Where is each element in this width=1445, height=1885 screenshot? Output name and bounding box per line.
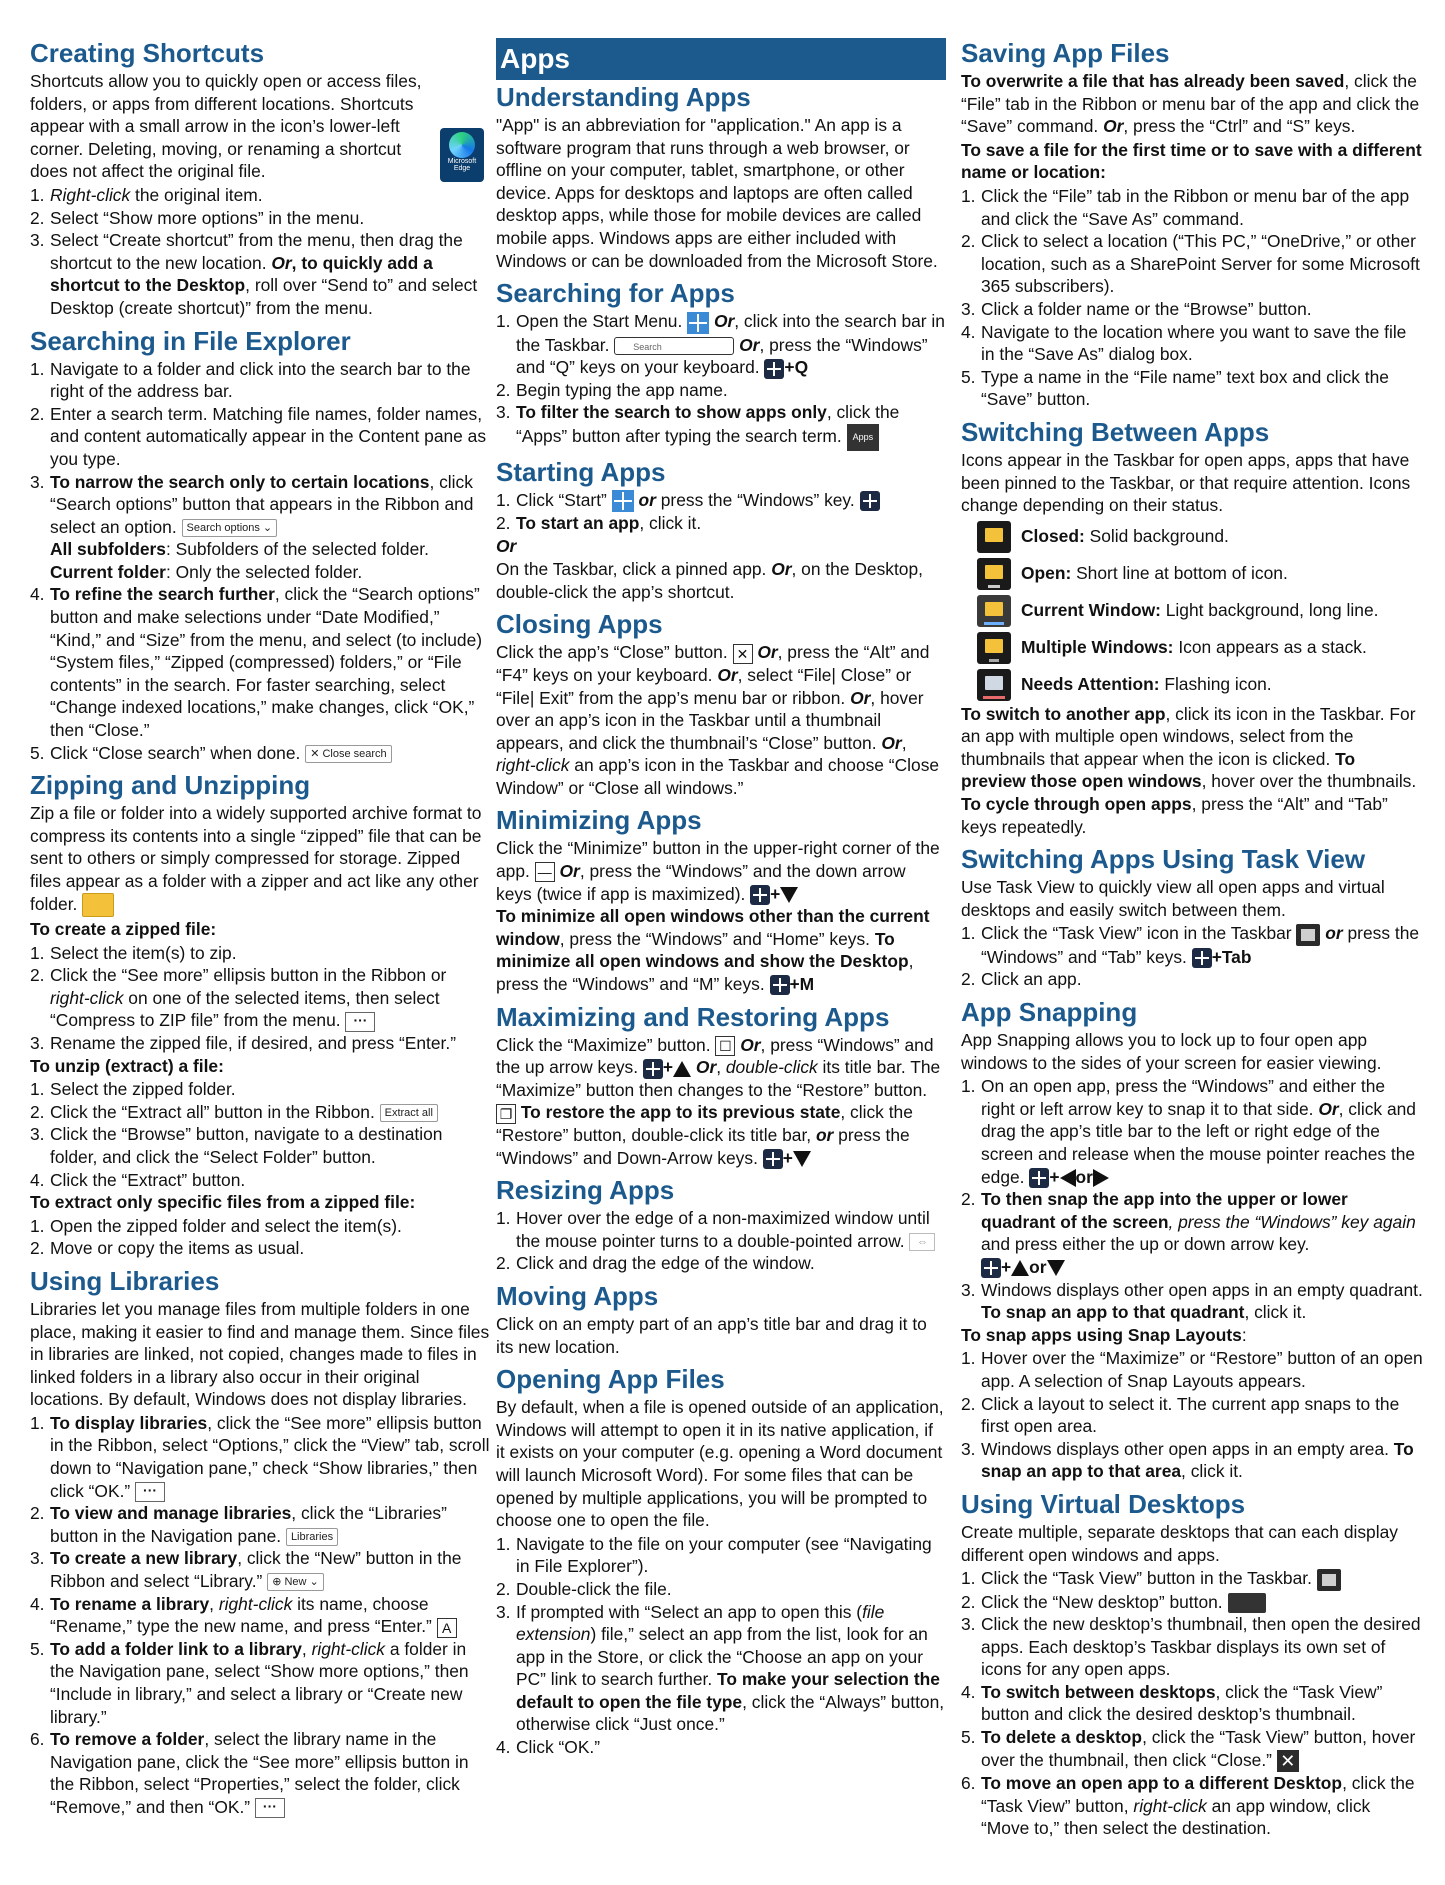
library-steps — [30, 1412, 490, 1819]
list-item: 2. To start an app, click it. — [496, 512, 702, 533]
maximize-icon: ☐ — [715, 1036, 735, 1056]
or-label: Or — [496, 535, 517, 556]
task-view-intro: Use Task View to quickly view all open apps and virtual desktops and easily switch between them. — [961, 877, 1385, 920]
apps-banner: Apps — [496, 38, 946, 80]
up-arrow-icon — [1011, 1260, 1029, 1276]
list-item: 3. Windows displays other open apps in an empty quadrant. To snap an app to that quadrant, click it. — [961, 1279, 1423, 1323]
libraries-intro: Libraries let you manage files from multiple folders in one place, making it easier to find and manage them. Since files in libraries are linked, not copied, changes made to files in linked folders in a library also occur in their original locations. By default, Windows does not display libraries. — [30, 1298, 490, 1410]
list-item: 4. To switch between desktops, click the “Task View” button and click the desired desktop’s thumbnail. — [961, 1681, 1383, 1725]
heading-libraries: Using Libraries — [30, 1265, 220, 1296]
list-item: 4. Click “OK.” — [496, 1737, 601, 1758]
section-app-snapping — [961, 997, 1423, 1483]
list-item: 1. Open the Start Menu. Or, click into the search bar in the Taskbar. Search Or, press the “Windows” and “Q” keys on your keyboard. +Q — [496, 311, 945, 378]
moving-apps-body: Click on an empty part of an app’s title bar and drag it to its new location. — [496, 1313, 927, 1357]
taskbar-search-icon: Search — [614, 337, 734, 355]
list-item: 6. To move an open app to a different Desktop, click the “Task View” button, right-click an app window, click “Move to,” then select the destination. — [961, 1773, 1415, 1839]
section-understanding-apps — [496, 82, 946, 272]
section-zipping — [30, 770, 490, 1260]
subheading: To create a zipped file: — [30, 919, 217, 939]
snap-steps — [961, 1075, 1423, 1324]
list-item: 3. To narrow the search only to certain locations, click “Search options” button that appears in the Ribbon and select an option. Search options ⌄ All subfolders: Subfolders of the selected folder. Current folder: Only the selected folder. — [30, 471, 474, 582]
libraries-button-icon: Libraries — [286, 1528, 338, 1546]
right-arrow-icon — [1093, 1169, 1109, 1187]
list-item: 1. Hover over the edge of a non-maximized window until the mouse pointer turns to a double-pointed arrow. ⇔ — [516, 1207, 946, 1252]
list-item: 2. To view and manage libraries, click the “Libraries” button in the Navigation pane. Libraries — [30, 1503, 447, 1546]
heading-switching-apps: Switching Between Apps — [961, 416, 1270, 447]
list-item: 1. Click the “File” tab in the Ribbon or menu bar of the app and click the “Save As” command. — [961, 185, 1410, 229]
list-item: 2. Click the “See more” ellipsis button in the Ribbon or right-click on one of the selected items, then select “Compress to ZIP file” from the menu. ··· — [30, 965, 447, 1031]
switching-apps-intro: Icons appear in the Taskbar for open apps, apps that have been pinned to the Taskbar, or that require attention. Icons change depending on their status. — [961, 449, 1411, 516]
list-item: 3. Click a folder name or the “Browse” button. — [961, 298, 1312, 319]
open-status-icon — [977, 558, 1011, 590]
section-searching-file-explorer — [30, 326, 490, 765]
subheading: To unzip (extract) a file: — [30, 1055, 224, 1076]
unzip-steps — [30, 1078, 490, 1191]
list-item: 2. Click the “New desktop” button. — [981, 1591, 1423, 1614]
list-item: 5. To delete a desktop, click the “Task View” button, hover over the thumbnail, then click “Close.” ✕ — [961, 1727, 1416, 1772]
list-item: 1. Click “Start” or press the “Windows” key. — [516, 489, 946, 512]
section-saving-files — [961, 38, 1423, 411]
save-steps — [961, 185, 1423, 411]
restore-icon: ❐ — [496, 1104, 516, 1124]
search-app-steps — [496, 310, 946, 450]
windows-key-icon — [1192, 948, 1212, 968]
open-file-steps — [496, 1533, 946, 1759]
extract-all-button-icon: Extract all — [380, 1104, 438, 1122]
list-item: 5. Click “Close search” when done. ✕ Close search — [50, 742, 490, 765]
minimize-icon: — — [535, 862, 555, 882]
heading-zipping: Zipping and Unzipping — [30, 770, 311, 801]
heading-closing-apps: Closing Apps — [496, 609, 663, 640]
section-creating-shortcuts — [30, 38, 490, 320]
down-arrow-icon — [793, 1151, 811, 1167]
list-item: 3. If prompted with “Select an app to open this (file extension) file,” select an app from the list, look for an app in the Store, or click the “Choose an app on your PC” link to search further. To make your selection the default to open the file type, click the “Always” button, otherwise click “Just once.” — [496, 1601, 945, 1735]
list-item: 1. Hover over the “Maximize” or “Restore” button of an open app. A selection of Snap Layouts appears. — [961, 1348, 1423, 1391]
heading-opening-files: Opening App Files — [496, 1364, 725, 1395]
list-item: 2. Click an app. — [961, 969, 1082, 990]
windows-key-icon — [763, 1149, 783, 1169]
section-resizing-apps — [496, 1175, 946, 1275]
search-options-button-icon: Search options ⌄ — [182, 519, 278, 537]
heading-task-view: Switching Apps Using Task View — [961, 844, 1366, 875]
section-minimizing-apps — [496, 805, 946, 995]
list-item: 3. Rename the zipped file, if desired, and press “Enter.” — [30, 1032, 456, 1053]
section-searching-apps — [496, 278, 946, 450]
heading-app-snapping: App Snapping — [961, 997, 1138, 1028]
list-item: 2. Enter a search term. Matching file names, folder names, and content automatically appear in the Content pane as you type. — [30, 403, 487, 469]
list-item: 1. To display libraries, click the “See more” ellipsis button in the Ribbon, select “Options,” click the “View” tab, scroll down to “Navigation pane,” check “Show libraries,” then click “OK.” ··· — [30, 1412, 490, 1501]
heading-starting-apps: Starting Apps — [496, 456, 666, 487]
list-item: 5. Type a name in the “File name” text box and click the “Save” button. — [961, 366, 1389, 410]
windows-key-icon — [764, 359, 784, 379]
search-steps — [30, 358, 490, 765]
section-virtual-desktops — [961, 1489, 1423, 1840]
heading-searching-file-explorer: Searching in File Explorer — [30, 325, 351, 356]
windows-key-icon — [643, 1059, 663, 1079]
desktop-steps — [961, 1567, 1423, 1840]
start-app-steps — [496, 489, 946, 535]
task-view-icon — [1296, 924, 1320, 946]
needs-attention-status-icon — [977, 669, 1011, 701]
down-arrow-icon — [780, 887, 798, 903]
zipping-intro: Zip a file or folder into a widely supported archive format to compress its contents into a single “zipped” file that can be sent to others or simply compressed for storage. Zipped files appear as a folder with a zipper and act like any other folder. — [30, 802, 490, 917]
windows-key-icon — [981, 1258, 1001, 1278]
heading-creating-shortcuts: Creating Shortcuts — [30, 38, 265, 68]
status-open: Open: Short line at bottom of icon. — [961, 555, 1423, 592]
understanding-apps-body: "App" is an abbreviation for "application." An app is a software program that runs through a web browser, or offline on your computer, tablet, smartphone, or other device. Apps for desktops and laptops are often called desktop apps, while those for mobile devices are called mobile apps. Windows apps are either included with Windows or can be downloaded from the Microsoft Store. — [496, 115, 938, 271]
heading-minimizing-apps: Minimizing Apps — [496, 805, 702, 836]
new-desktop-icon — [1228, 1593, 1266, 1613]
snap-layout-steps — [961, 1347, 1423, 1483]
ellipsis-icon: ··· — [345, 1012, 375, 1032]
zip-steps — [30, 942, 490, 1055]
closing-apps-body: Click the app’s “Close” button. ✕ Or, press the “Alt” and “F4” keys on your keyboard. Or, select “File| Close” or “File| Exit” from the app’s menu bar or ribbon. Or, hover over an app’s icon in the Taskbar until a thumbnail appears, and click the thumbnail’s “Close” button. Or, right-click an app’s icon in the Taskbar and choose “Close Window” or “Close all windows.” — [496, 642, 940, 798]
minimizing-apps-body: Click the “Minimize” button in the upper-right corner of the app. — Or, press the “Windows” and the down arrow keys (twice if app is maximized). + To minimize all open windows other than the current window, press the “Windows” and “Home” keys. To minimize all open windows and show the Desktop, press the “Windows” and “M” keys. +M — [496, 838, 940, 995]
closed-status-icon — [977, 521, 1011, 553]
multiple-windows-status-icon — [977, 632, 1011, 664]
task-view-icon — [1317, 1569, 1341, 1591]
section-starting-apps — [496, 457, 946, 604]
list-item: 2. Click to select a location (“This PC,” “OneDrive,” or other location, such as a SharePoint Server for some Microsoft 365 subscribers). — [961, 231, 1420, 297]
heading-moving-apps: Moving Apps — [496, 1280, 659, 1311]
virtual-desktops-intro: Create multiple, separate desktops that can each display different open windows and apps. — [961, 1521, 1398, 1565]
switching-apps-body: To switch to another app, click its icon in the Taskbar. For an app with multiple open windows, select from the thumbnails that appear when the icon is clicked. To preview those open windows, hover over the thumbnails. To cycle through open apps, press the “Alt” and “Tab” keys repeatedly. — [961, 703, 1417, 837]
subheading: To snap apps using Snap Layouts: — [961, 1324, 1247, 1345]
section-opening-files — [496, 1364, 946, 1759]
list-item: 1. Right-click the original item. — [30, 184, 263, 205]
app-snapping-intro: App Snapping allows you to lock up to four open app windows to the sides of your screen for easier viewing. — [961, 1030, 1382, 1073]
quick-reference-page — [30, 38, 1423, 1878]
status-multiple: Multiple Windows: Icon appears as a stack. — [961, 629, 1423, 666]
subheading: To extract only specific files from a zipped file: — [30, 1192, 416, 1213]
windows-key-icon — [1029, 1168, 1049, 1188]
opening-files-intro: By default, when a file is opened outside of an application, Windows will attempt to open it in its native application, if it exists on your computer (e.g. opening a Word document will launch Microsoft Word). For some files that can be opened by multiple applications, you will be prompted to choose one to open the file. — [496, 1397, 944, 1531]
maximizing-apps-body: Click the “Maximize” button. ☐ Or, press “Windows” and the up arrow keys. + Or, double-click its title bar. The “Maximize” button then changes to the “Restore” button. ❐ To restore the app to its previous state, click the “Restore” button, double-click its title bar, or press the “Windows” and Down-Arrow keys. + — [496, 1034, 941, 1168]
heading-maximizing-apps: Maximizing and Restoring Apps — [496, 1001, 890, 1032]
list-item: 1. Click the “Task View” icon in the Taskbar or press the “Windows” and “Tab” keys. +Tab — [961, 923, 1420, 967]
list-item: 4. Click the “Extract” button. — [30, 1169, 246, 1190]
section-maximizing-apps — [496, 1002, 946, 1170]
ellipsis-icon: ··· — [255, 1798, 285, 1818]
heading-searching-apps: Searching for Apps — [496, 278, 735, 309]
apps-button-icon: Apps — [847, 424, 880, 451]
section-libraries — [30, 1266, 490, 1819]
windows-key-icon — [860, 491, 880, 511]
column-left — [30, 38, 490, 1825]
left-arrow-icon — [1060, 1169, 1076, 1187]
down-arrow-icon — [1047, 1260, 1065, 1276]
list-item: 2. Begin typing the app name. — [496, 379, 728, 400]
list-item: 3. To create a new library, click the “New” button in the Ribbon and select “Library.” ⊕ New ⌄ — [30, 1548, 462, 1592]
list-item: 1. Select the item(s) to zip. — [30, 942, 237, 963]
list-item: 3. Select “Create shortcut” from the menu, then drag the shortcut to the new location. Or, to quickly add a shortcut to the Desktop, roll over “Send to” and select Desktop (create shortcut)” from the menu. — [30, 230, 478, 318]
list-item: 2. Click the “Extract all” button in the Ribbon. Extract all — [50, 1101, 490, 1124]
list-item: 1. Select the zipped folder. — [30, 1079, 236, 1100]
creating-shortcuts-intro: Shortcuts allow you to quickly open or access files, folders, or apps from different locations. Shortcuts appear with a small arrow in the icon’s lower-left corner. Deleting, moving, or renaming a shortcut does not affect the original file. — [30, 71, 422, 182]
task-view-steps — [961, 922, 1423, 991]
section-switching-apps — [961, 417, 1423, 838]
list-item: 1. On an open app, press the “Windows” and either the right or left arrow key to snap it to that side. Or, click and drag the app’s title bar to the left or right edge of the screen and release when the mouse pointer reaches the edge. + or — [961, 1076, 1416, 1187]
list-item: 2. Click and drag the edge of the window. — [496, 1253, 815, 1274]
list-item: 1. Navigate to the file on your computer (see “Navigating in File Explorer”). — [496, 1533, 932, 1577]
ellipsis-icon: ··· — [135, 1482, 165, 1502]
section-task-view — [961, 844, 1423, 991]
list-item: 2. Double-click the file. — [496, 1578, 672, 1599]
list-item: 3. Click the “Browse” button, navigate to a destination folder, and click the “Select Folder” button. — [30, 1124, 443, 1167]
starting-apps-alt: On the Taskbar, click a pinned app. Or, on the Desktop, double-click the app’s shortcut. — [496, 559, 923, 602]
status-current: Current Window: Light background, long line. — [961, 592, 1423, 629]
windows-key-icon — [770, 975, 790, 995]
microsoft-edge-shortcut-icon: Microsoft Edge — [440, 128, 484, 182]
list-item: 6. To remove a folder, select the library name in the Navigation pane, click the “See more” ellipsis button in the Ribbon, select “Properties,” select the folder, click “Remove,” and then “OK.” ··· — [30, 1729, 469, 1817]
new-button-icon: ⊕ New ⌄ — [267, 1573, 324, 1591]
start-icon — [612, 490, 634, 512]
subheading: To save a file for the first time or to save with a different name or location: — [961, 139, 1422, 183]
list-item: 4. To rename a library, right-click its name, choose “Rename,” type the new name, and press “Enter.” A — [50, 1593, 490, 1638]
status-closed: Closed: Solid background. — [961, 518, 1423, 555]
list-item: 4. Navigate to the location where you want to save the file in the “Save As” dialog box. — [961, 321, 1407, 365]
close-icon: ✕ — [733, 644, 753, 664]
start-icon — [687, 312, 709, 334]
heading-resizing-apps: Resizing Apps — [496, 1175, 675, 1206]
status-attention: Needs Attention: Flashing icon. — [961, 666, 1423, 703]
resize-steps — [496, 1207, 946, 1275]
column-right — [961, 38, 1423, 1846]
double-arrow-icon: ⇔ — [909, 1233, 935, 1251]
saving-files-body: To overwrite a file that has already been saved, click the “File” tab in the Ribbon or menu bar of the app and click the “Save” command. Or, press the “Ctrl” and “S” keys. — [961, 71, 1420, 137]
list-item: 2. To then snap the app into the upper or lower quadrant of the screen, press the “Windows” key again and press either the up or down arrow key. + or — [961, 1189, 1416, 1277]
close-icon: ✕ — [1277, 1750, 1299, 1772]
extract-steps — [30, 1215, 490, 1260]
up-arrow-icon — [673, 1061, 691, 1077]
close-search-button-icon: ✕ Close search — [305, 745, 391, 763]
list-item: 3. To filter the search to show apps only, click the “Apps” button after typing the search term. Apps — [516, 401, 946, 450]
current-window-status-icon — [977, 595, 1011, 627]
creating-shortcuts-steps — [30, 184, 490, 320]
list-item: 2. Select “Show more options” in the menu. — [30, 207, 365, 228]
section-moving-apps — [496, 1281, 946, 1358]
windows-key-icon — [750, 885, 770, 905]
list-item: 1. Open the zipped folder and select the item(s). — [30, 1215, 402, 1236]
list-item: 3. Click the new desktop’s thumbnail, then open the desired apps. Each desktop’s Taskbar displays its own set of icons for any open apps. — [961, 1614, 1421, 1680]
list-item: 1. Navigate to a folder and click into the search bar to the right of the address bar. — [30, 358, 471, 402]
heading-understanding-apps: Understanding Apps — [496, 82, 751, 112]
zipped-folder-icon — [82, 893, 114, 917]
heading-virtual-desktops: Using Virtual Desktops — [961, 1488, 1246, 1519]
list-item: 3. Windows displays other open apps in an empty area. To snap an app to that area, click it. — [961, 1438, 1414, 1482]
section-closing-apps — [496, 609, 946, 799]
heading-saving-files: Saving App Files — [961, 38, 1170, 68]
list-item: 4. To refine the search further, click the “Search options” button and make selections under “Date Modified,” “Kind,” and “Size” from the menu, and select (to include) “System files,” “Zipped (compressed) folders,” or “File contents” in the search. For faster searching, select “Change indexed locations,” make changes, click “OK,” then “Close.” — [30, 584, 483, 741]
rename-icon: A — [437, 1618, 457, 1638]
list-item: 5. To add a folder link to a library, right-click a folder in the Navigation pane, select “Show more options,” then “Include in library,” and select a library or “Create new library.” — [30, 1638, 469, 1727]
column-middle — [496, 38, 946, 1765]
list-item: 2. Click a layout to select it. The current app snaps to the first open area. — [961, 1393, 1400, 1437]
list-item: 1. Click the “Task View” button in the Taskbar. — [981, 1567, 1423, 1590]
list-item: 2. Move or copy the items as usual. — [30, 1238, 305, 1259]
